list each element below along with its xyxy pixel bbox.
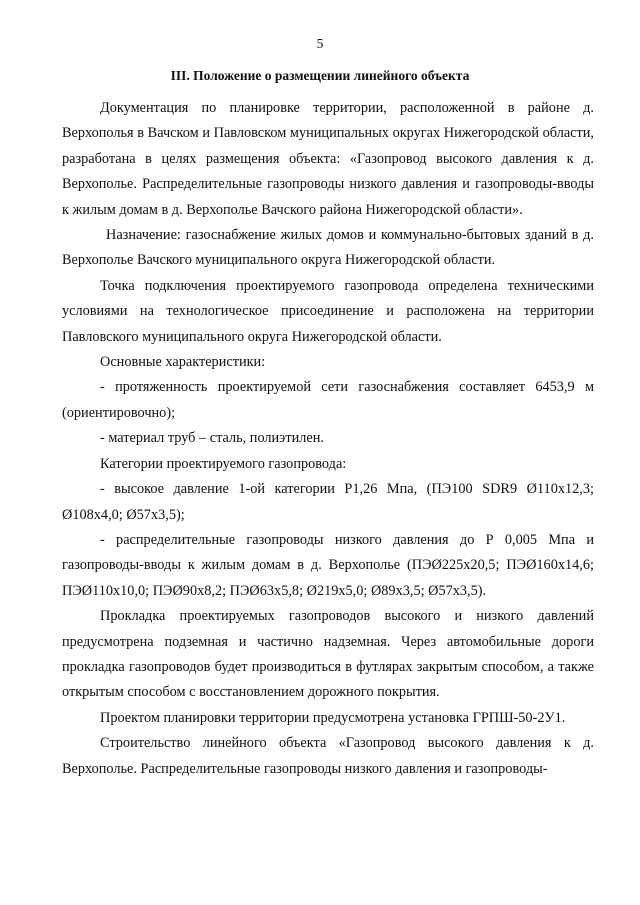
paragraph-construction: Строительство линейного объекта «Газопровод высокого давления к д. Верхополье. Распределительные газопроводы низкого давления и газопроводы- bbox=[62, 735, 594, 777]
paragraph-assignment: Назначение: газоснабжение жилых домов и коммунально-бытовых зданий в д. Верхополье Вачского муниципального округа Нижегородской области. bbox=[62, 227, 594, 269]
paragraph-high-pressure: - высокое давление 1-ой категории Р1,26 Мпа, (ПЭ100 SDR9 Ø110х12,3; Ø108х4,0; Ø57х3,5); bbox=[62, 481, 594, 523]
paragraph-main-characteristics: Основные характеристики: bbox=[100, 354, 266, 371]
paragraph-network-length: - протяженность проектируемой сети газоснабжения составляет 6453,9 м (ориентировочно); bbox=[62, 379, 594, 421]
paragraph-low-pressure: - распределительные газопроводы низкого давления до Р 0,005 Мпа и газопроводы-вводы к жилым домам в д. Верхополье (ПЭØ225х20,5; ПЭØ160х14,6; ПЭØ110х10,0; ПЭØ90х8,2; ПЭØ63х5,8; Ø219х5,0; Ø89х3,5; Ø57х3,5). bbox=[62, 531, 594, 599]
paragraph-laying-method: Прокладка проектируемых газопроводов высокого и низкого давлений предусмотрена подземная и частично надземная. Через автомобильные дороги прокладка газопроводов будет производиться в футлярах закрытым способом, а также открытым способом с восстановлением дорожного покрытия. bbox=[62, 608, 594, 701]
paragraph-categories: Категории проектируемого газопровода: bbox=[100, 455, 347, 472]
paragraph-grpsh-installation: Проектом планировки территории предусмотрена установка ГРПШ-50-2У1. bbox=[100, 709, 566, 726]
page-number: 5 bbox=[316, 36, 324, 51]
paragraph-pipe-material: - материал труб – сталь, полиэтилен. bbox=[100, 430, 324, 447]
paragraph-purpose: Документация по планировке территории, расположенной в районе д. Верхополья в Вачском и Павловском муниципальных округах Нижегородской области, разработана в целях размещения объекта: «Газопровод высокого давления к д. Верхополье. Распределительные газопроводы низкого давления и газопроводы-вводы к жилым домам в д. Верхополье Вачского района Нижегородской области». bbox=[62, 100, 594, 218]
paragraph-connection-point: Точка подключения проектируемого газопровода определена техническими условиями на технологическое присоединение и расположена на территории Павловского муниципального округа Нижегородской области. bbox=[62, 277, 594, 345]
document-body bbox=[62, 96, 594, 782]
section-heading: III. Положение о размещении линейного объекта bbox=[170, 68, 470, 83]
